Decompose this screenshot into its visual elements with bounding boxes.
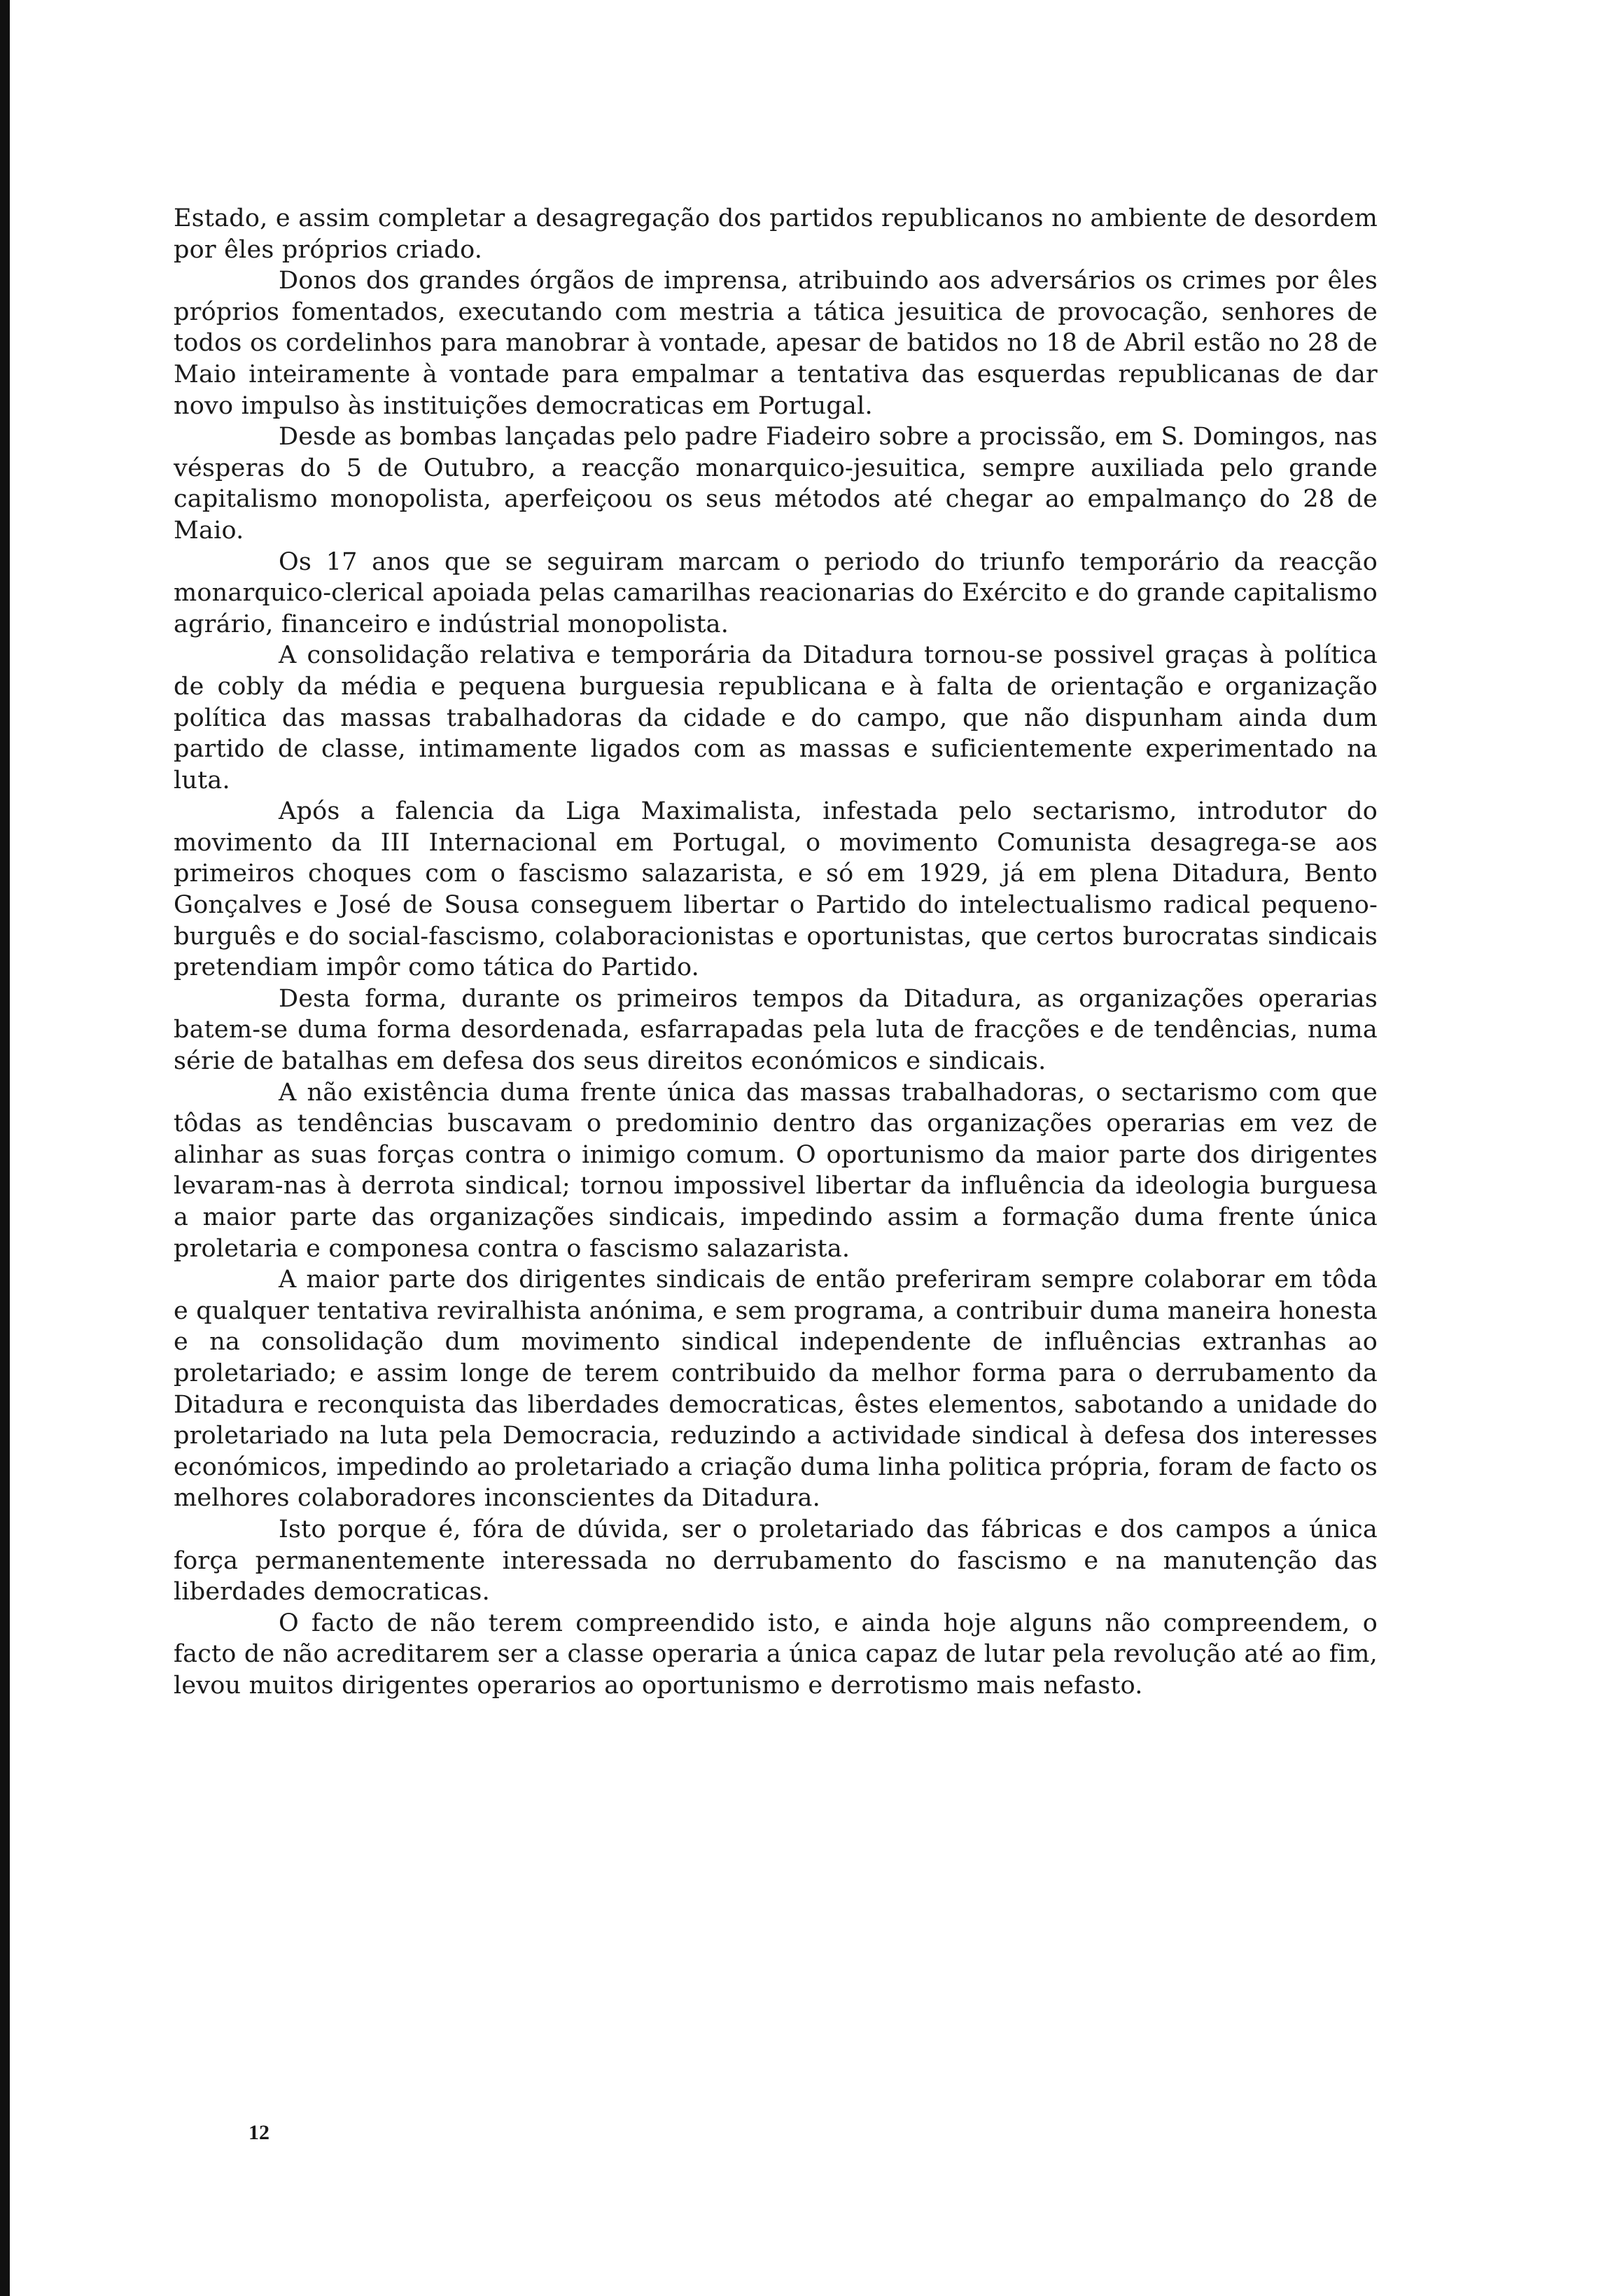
paragraph-2: Donos dos grandes órgãos de imprensa, atribuindo aos adversários os crimes por êles próprios fomentados, executando com mestria a tática jesuitica de provocação, senhores de todos os cordelinhos para manobrar à vontade, apesar de batidos no 18 de Abril estão no 28 de Maio inteiramente à vontade para empalmar a tentativa das esquerdas republicanas de dar novo impulso às instituições democraticas em Portugal.	[174, 267, 1378, 420]
paragraph-6: Após a falencia da Liga Maximalista, infestada pelo sectarismo, introdutor do movimento da III Internacional em Portugal, o movimento Comunista desagrega-se aos primeiros choques com o fascismo salazarista, e só em 1929, já em plena Ditadura, Bento Gonçalves e José de Sousa conseguem libertar o Partido do intelectualismo radical pequeno-burguês e do social-fascismo, colaboracionistas e oportunistas, que certos burocratas sindicais pretendiam impôr como tática do Partido.	[174, 797, 1378, 982]
paragraph-3: Desde as bombas lançadas pelo padre Fiadeiro sobre a procissão, em S. Domingos, nas vésperas do 5 de Outubro, a reacção monarquico-jesuitica, sempre auxiliada pelo grande capitalismo monopolista, aperfeiçoou os seus métodos até chegar ao empalmanço do 28 de Maio.	[174, 423, 1378, 545]
paragraph-11: O facto de não terem compreendido isto, e ainda hoje alguns não compreendem, o facto de não acreditarem ser a classe operaria a única capaz de lutar pela revolução até ao fim, levou muitos dirigentes operarios ao oportunismo e derrotismo mais nefasto.	[174, 1609, 1378, 1700]
paragraph-9: A maior parte dos dirigentes sindicais de então preferiram sempre colaborar em tôda e qualquer tentativa reviralhista anónima, e sem programa, a contribuir duma maneira honesta e na consolidação dum movimento sindical independente de influências extranhas ao proletariado; e assim longe de terem contribuido da melhor forma para o derrubamento da Ditadura e reconquista das liberdades democraticas, êstes elementos, sabotando a unidade do proletariado na luta pela Democracia, reduzindo a actividade sindical à defesa dos interesses económicos, impedindo ao proletariado a criação duma linha politica própria, foram de facto os melhores colaboradores inconscientes da Ditadura.	[174, 1266, 1378, 1513]
paragraph-4: Os 17 anos que se seguiram marcam o periodo do triunfo temporário da reacção monarquico-clerical apoiada pelas camarilhas reacionarias do Exército e do grande capitalismo agrário, financeiro e indústrial monopolista.	[174, 547, 1378, 638]
paragraph-5: A consolidação relativa e temporária da Ditadura tornou-se possivel graças à política de cobly da média e pequena burguesia republicana e à falta de orientação e organização política das massas trabalhadoras da cidade e do campo, que não dispunham ainda dum partido de classe, intimamente ligados com as massas e suficientemente experimentado na luta.	[174, 641, 1378, 794]
page-number: 12	[248, 2121, 270, 2144]
paragraph-1: Estado, e assim completar a desagregação dos partidos republicanos no ambiente de desordem por êles próprios criado.	[174, 204, 1378, 264]
paragraph-7: Desta forma, durante os primeiros tempos da Ditadura, as organizações operarias batem-se duma forma desordenada, esfarrapadas pela luta de fracções e de tendências, numa série de batalhas em defesa dos seus direitos económicos e sindicais.	[174, 984, 1378, 1076]
document-body	[174, 203, 1378, 1702]
paragraph-10: Isto porque é, fóra de dúvida, ser o proletariado das fábricas e dos campos a única força permanentemente interessada no derrubamento do fascismo e na manutenção das liberdades democraticas.	[174, 1515, 1378, 1606]
paragraph-8: A não existência duma frente única das massas trabalhadoras, o sectarismo com que tôdas as tendências buscavam o predominio dentro das organizações operarias em vez de alinhar as suas forças contra o inimigo comum. O oportunismo da maior parte dos dirigentes levaram-nas à derrota sindical; tornou impossivel libertar da influência da ideologia burguesa a maior parte das organizações sindicais, impedindo assim a formação duma frente única proletaria e componesa contra o fascismo salazarista.	[174, 1078, 1378, 1263]
scan-edge	[0, 0, 10, 2296]
